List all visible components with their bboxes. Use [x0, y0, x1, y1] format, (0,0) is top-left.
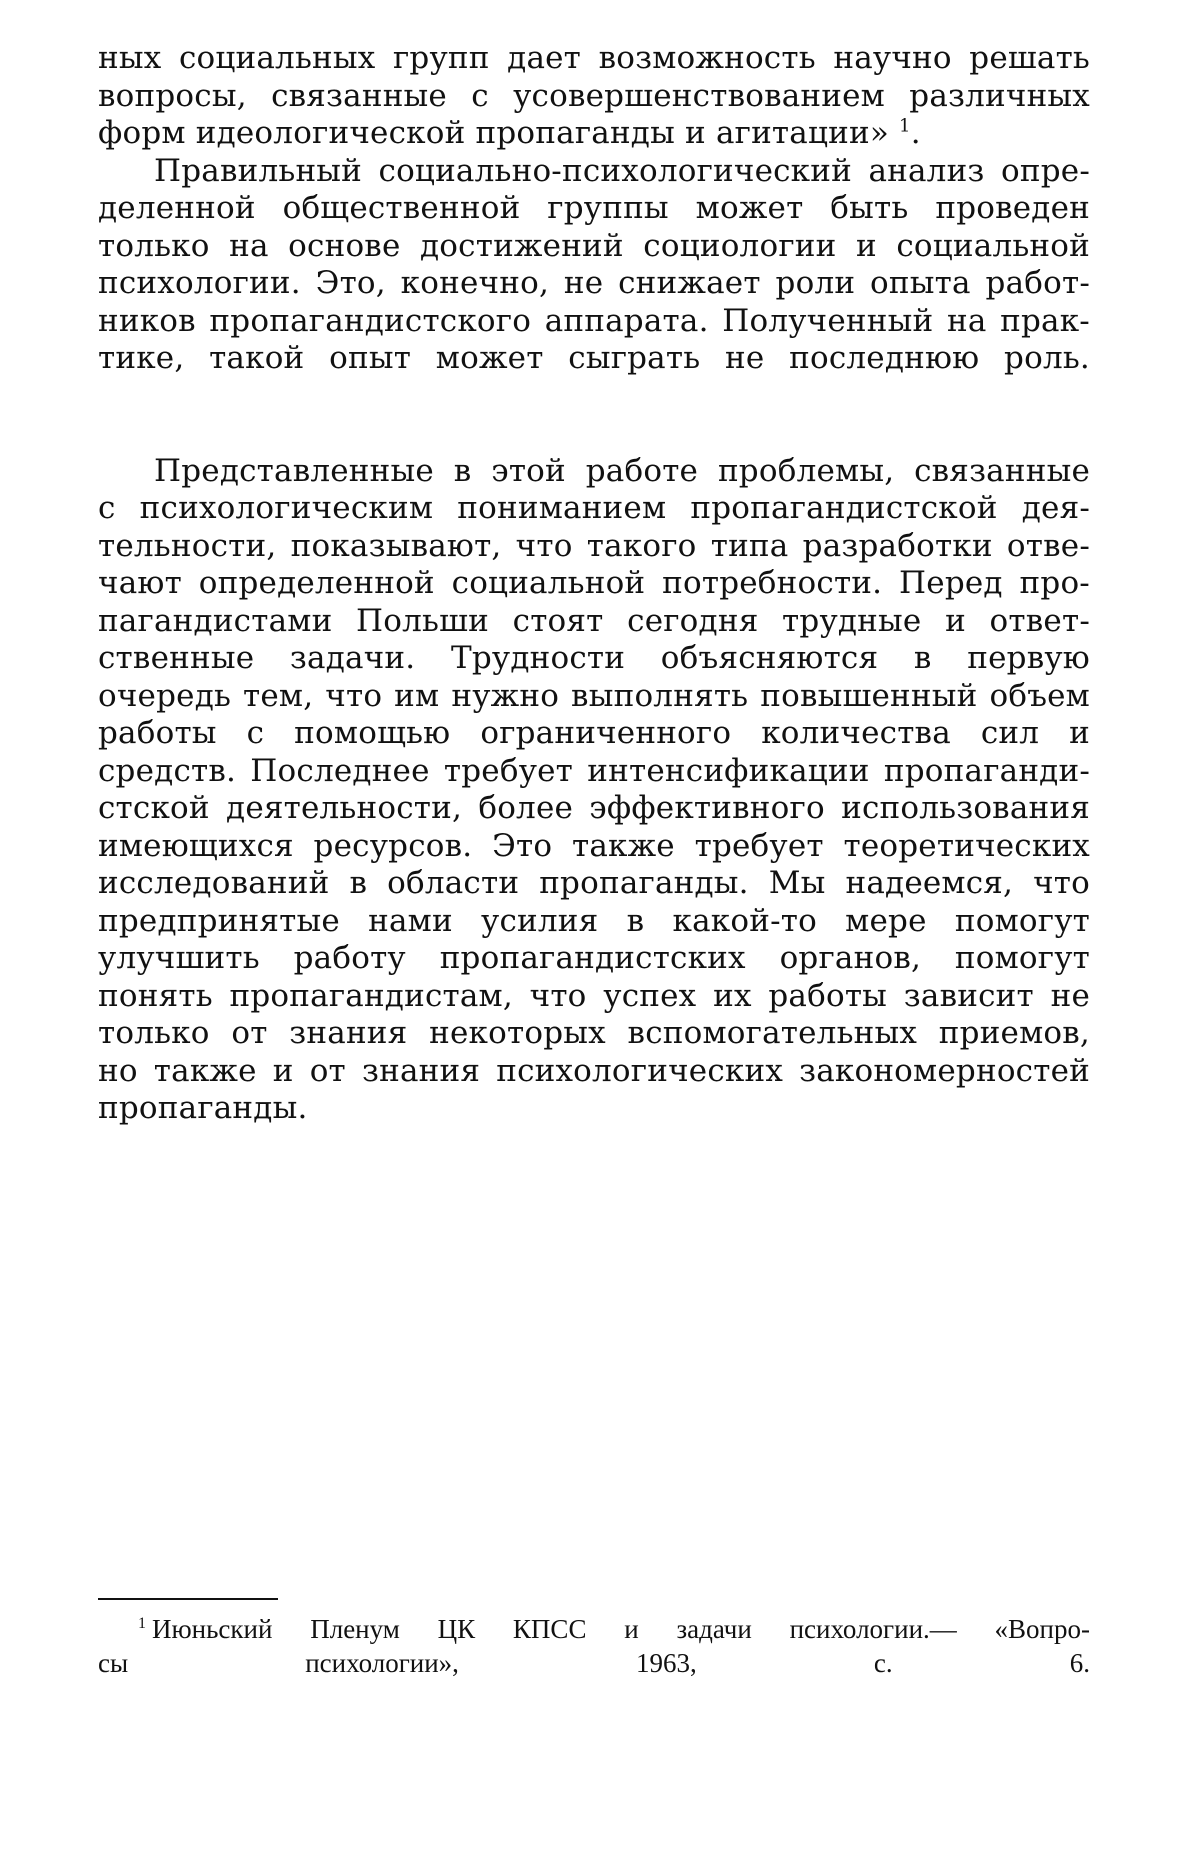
text-line: исследований в области пропаганды. Мы надеемся, что	[98, 865, 1090, 901]
paragraph-analysis	[98, 153, 1090, 378]
footnote-reference[interactable]: 1	[899, 115, 911, 137]
text-line: Представленные в этой работе проблемы, связанные	[154, 452, 1090, 489]
footnote-line	[98, 1612, 1090, 1646]
footnote-divider	[98, 1598, 278, 1600]
section-gap	[98, 378, 1090, 453]
text-line: чают определенной социальной потребности. Перед про-	[98, 565, 1090, 601]
page-body	[98, 40, 1090, 1128]
text-line: предпринятые нами усилия в какой-то мере помогут	[98, 902, 1090, 939]
text-line: с психологическим пониманием пропагандистской дея-	[98, 490, 1090, 526]
paragraph-continuation	[98, 40, 1090, 153]
text-line: ных социальных групп дает возможность научно решать	[98, 40, 1090, 76]
text-line: средств. Последнее требует интенсификации пропаганди-	[98, 752, 1090, 789]
sentence-end: .	[910, 115, 921, 151]
text-line: но также и от знания психологических закономерностей	[98, 1052, 1090, 1089]
text-line: пропаганды.	[98, 1090, 308, 1126]
text-line: пагандистами Польши стоят сегодня трудные и ответ-	[98, 602, 1090, 639]
text-line: понять пропагандистам, что успех их работы зависит не	[98, 977, 1090, 1014]
footnote	[98, 1612, 1090, 1680]
text-line: Правильный социально-психологический анализ опре-	[154, 152, 1090, 189]
text-line: вопросы, связанные с усовершенствованием различных	[98, 77, 1090, 114]
text-line: тике, такой опыт может сыграть не последнюю роль.	[98, 340, 1090, 376]
text-line: деленной общественной группы может быть проведен	[98, 190, 1090, 226]
text-line-content: форм идеологической пропаганды и агитации»	[98, 115, 889, 151]
text-line: только от знания некоторых вспомогательных приемов,	[98, 1015, 1090, 1051]
text-line: очередь тем, что им нужно выполнять повышенный объем	[98, 677, 1090, 714]
text-line: только на основе достижений социологии и социальной	[98, 227, 1090, 264]
footnote-line: сы психологии», 1963, с. 6.	[98, 1648, 1090, 1678]
text-line: ственные задачи. Трудности объясняются в первую	[98, 640, 1090, 676]
text-line: работы с помощью ограниченного количества сил и	[98, 715, 1090, 751]
text-line: имеющихся ресурсов. Это также требует теоретических	[98, 827, 1090, 864]
footnote-marker: 1	[138, 1615, 146, 1632]
text-line: улучшить работу пропагандистских органов, помогут	[98, 940, 1090, 976]
text-line: стской деятельности, более эффективного использования	[98, 790, 1090, 826]
text-line: психологии. Это, конечно, не снижает роли опыта работ-	[98, 265, 1090, 301]
footnote-text: Июньский Пленум ЦК КПСС и задачи психологии.— «Вопро-	[152, 1614, 1090, 1644]
text-line: ников пропагандистского аппарата. Полученный на прак-	[98, 302, 1090, 339]
text-line	[98, 115, 1090, 153]
paragraph-conclusion	[98, 453, 1090, 1128]
text-line: тельности, показывают, что такого типа разработки отве-	[98, 527, 1090, 564]
